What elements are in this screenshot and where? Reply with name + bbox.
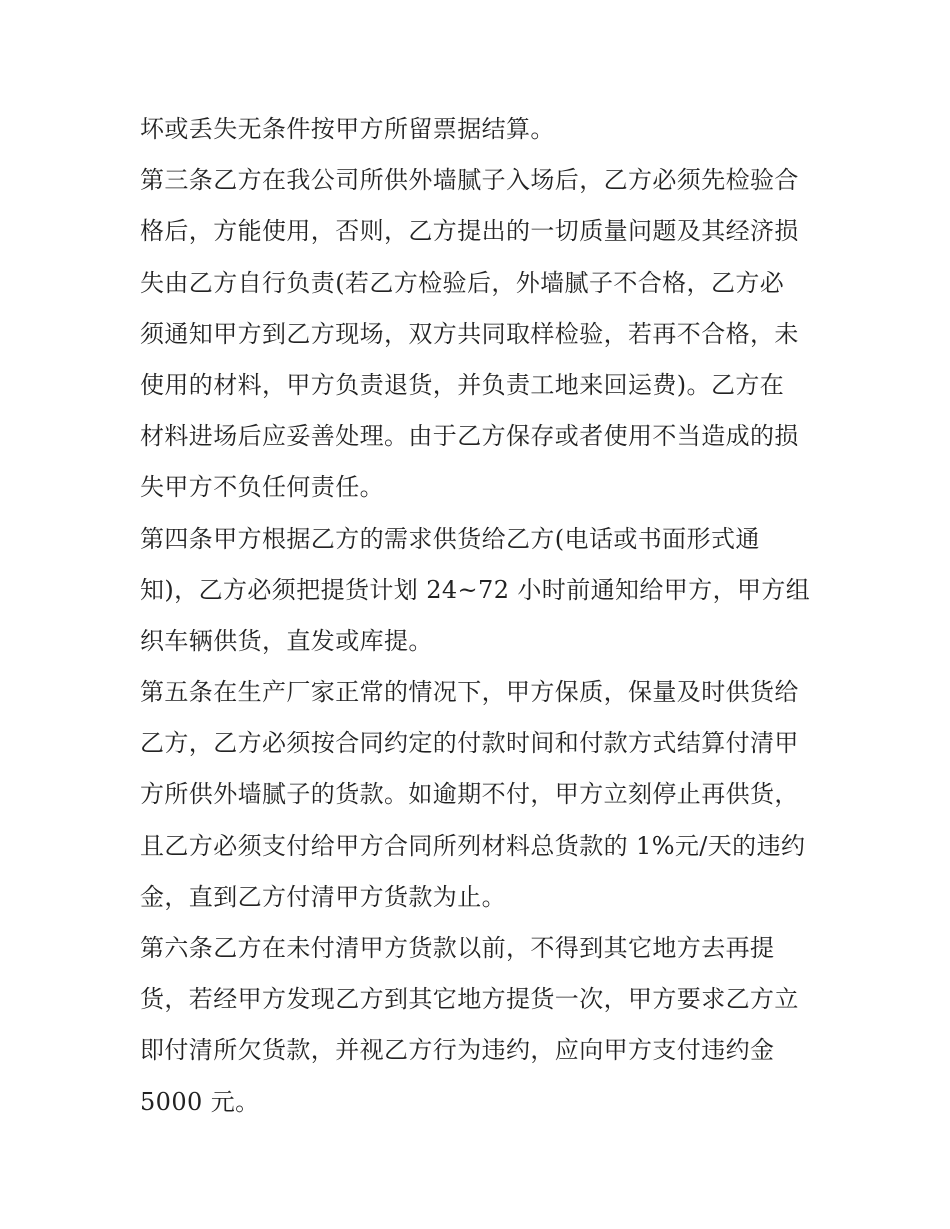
- text-line: 方所供外墙腻子的货款。如逾期不付，甲方立刻停止再供货，: [140, 780, 799, 809]
- text-line: 乙方，乙方必须按合同约定的付款时间和付款方式结算付清甲: [140, 729, 799, 758]
- text-line: 第六条乙方在未付清甲方货款以前，不得到其它地方去再提: [140, 934, 775, 962]
- text-line: 即付清所欠货款，并视乙方行为违约，应向甲方支付违约金: [140, 1036, 775, 1065]
- text-line: 且乙方必须支付给甲方合同所列材料总货款的 1%元/天的违约: [140, 831, 806, 860]
- text-line: 织车辆供货，直发或库提。: [140, 626, 433, 655]
- text-line: 失甲方不负任何责任。: [140, 473, 384, 502]
- text-line: 格后，方能使用，否则，乙方提出的一切质量问题及其经济损: [140, 217, 799, 246]
- text-line: 第五条在生产厂家正常的情况下，甲方保质，保量及时供货给: [140, 678, 799, 707]
- text-line: 使用的材料，甲方负责退货，并负责工地来回运费)。乙方在: [140, 370, 785, 399]
- text-line: 第三条乙方在我公司所供外墙腻子入场后，乙方必须先检验合: [140, 166, 799, 195]
- text-line: 材料进场后应妥善处理。由于乙方保存或者使用不当造成的损: [140, 422, 799, 451]
- text-line: 5000 元。: [140, 1087, 260, 1116]
- text-line: 知)，乙方必须把提货计划 24~72 小时前通知给甲方，甲方组: [140, 575, 811, 604]
- text-line: 坏或丢失无条件按甲方所留票据结算。: [140, 115, 555, 143]
- text-line: 第四条甲方根据乙方的需求供货给乙方(电话或书面形式通: [140, 524, 760, 553]
- text-line: 失由乙方自行负责(若乙方检验后，外墙腻子不合格，乙方必: [140, 268, 785, 297]
- text-line: 货，若经甲方发现乙方到其它地方提货一次，甲方要求乙方立: [140, 985, 799, 1014]
- text-line: 须通知甲方到乙方现场，双方共同取样检验，若再不合格，未: [140, 319, 799, 348]
- document-body: [140, 104, 820, 1128]
- text-line: 金，直到乙方付清甲方货款为止。: [140, 882, 506, 911]
